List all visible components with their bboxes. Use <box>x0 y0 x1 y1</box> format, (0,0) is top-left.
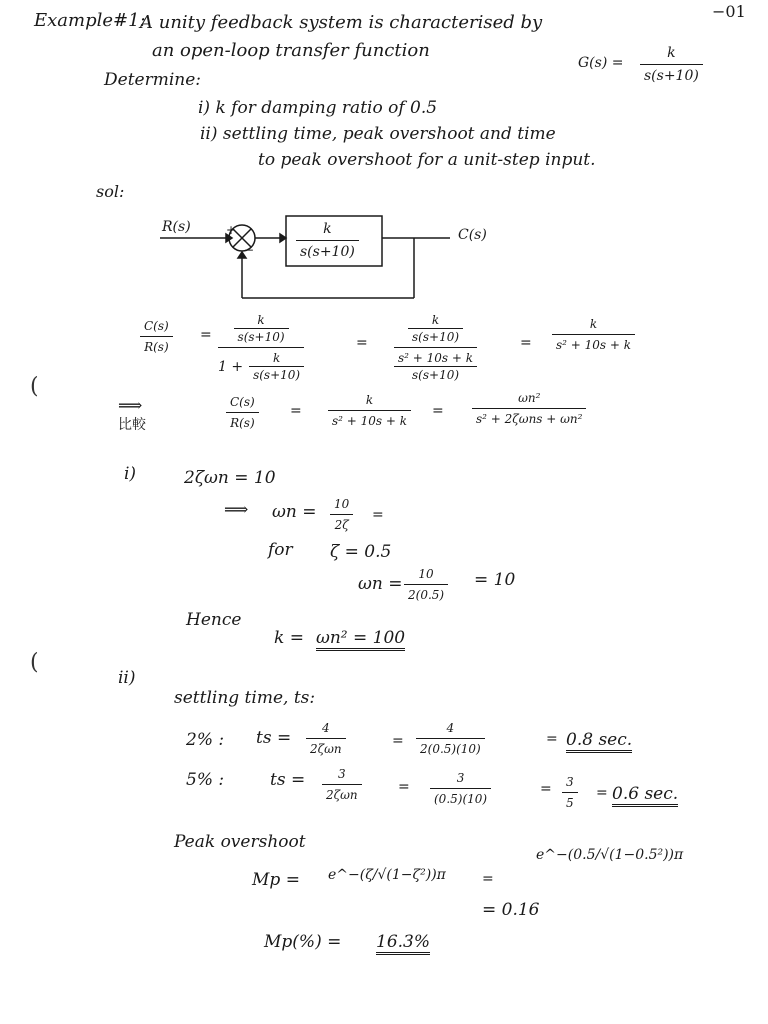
page-number: −01 <box>712 2 746 21</box>
wn2-num: 10 <box>418 567 434 581</box>
implies-arrow: ⟹ <box>118 396 143 416</box>
two-percent-label: 2% : <box>186 730 225 750</box>
ts5-mid2-num: 3 <box>566 775 574 789</box>
cl-f3-den: s² + 10s + k <box>556 338 632 352</box>
cl-f1-denominator <box>218 352 304 381</box>
determine-item-1: i) k for damping ratio of 0.5 <box>198 98 438 118</box>
ts-label-5pct: ts = <box>270 770 306 790</box>
wn-den: 2ζ <box>334 518 349 532</box>
block-den: s(s+10) <box>300 244 355 260</box>
peak-overshoot-title: Peak overshoot <box>174 832 306 852</box>
tf-denominator: s(s+10) <box>644 68 699 84</box>
cl-f1-numerator <box>234 314 289 343</box>
fraction-bar <box>472 408 586 409</box>
equals: = <box>482 871 494 887</box>
cl-f1-den-num: k <box>272 351 281 365</box>
fraction-bar <box>408 328 463 329</box>
equals: = <box>432 403 444 419</box>
fraction-bar <box>394 347 477 348</box>
fraction-bar <box>322 784 362 785</box>
cl-f1-den-frac <box>249 352 304 381</box>
cl-f2-numerator <box>408 314 463 343</box>
tf-lhs: G(s) = <box>578 55 624 71</box>
sf-f2-den: s² + 2ζωns + ωn² <box>476 412 583 426</box>
determine-item-2-cont: to peak overshoot for a unit-step input. <box>258 150 596 170</box>
solution-label: sol: <box>96 182 125 201</box>
ts-label-2pct: ts = <box>256 728 292 748</box>
wn-fraction <box>330 498 353 531</box>
determine-label: Determine: <box>104 70 202 90</box>
ts2-num: 4 <box>322 721 330 735</box>
ts5-den: 2ζωn <box>326 788 358 802</box>
cl-fraction-1 <box>218 314 304 381</box>
equals: = <box>540 781 552 797</box>
fraction-bar <box>394 366 477 367</box>
ts5-mid-num: 3 <box>456 771 465 785</box>
ts5-mid2-fraction <box>562 776 578 809</box>
zeta-value: ζ = 0.5 <box>330 542 392 562</box>
mp-expression-1: e^−(ζ/√(1−ζ²))π <box>328 867 446 883</box>
cl-f2-denominator <box>394 352 477 381</box>
ts2-den: 2ζωn <box>310 742 342 756</box>
ts5-num: 3 <box>338 767 346 781</box>
part-i-eq1: 2ζωn = 10 <box>184 468 276 488</box>
wn2-fraction <box>404 568 448 601</box>
determine-item-2: ii) settling time, peak overshoot and time <box>200 124 556 144</box>
mp-label: Mp = <box>252 870 300 890</box>
sf-lhs <box>226 396 259 429</box>
wn2-den: 2(0.5) <box>408 588 445 602</box>
equals: = <box>520 335 532 351</box>
cl-f1-den-one: 1 + <box>218 358 244 375</box>
problem-line-1: A unity feedback system is characterised by <box>140 12 543 33</box>
settling-title: settling time, ts: <box>174 688 316 708</box>
ts2-mid-num: 4 <box>446 721 455 735</box>
tf-numerator: k <box>667 45 676 61</box>
ts2-fraction <box>306 722 346 755</box>
cl-f2-num: k <box>431 313 440 327</box>
fraction-bar <box>562 792 578 793</box>
cl-fraction-3 <box>552 318 635 351</box>
equals: = <box>200 327 212 343</box>
five-percent-label: 5% : <box>186 770 225 790</box>
compare-note: 比較 <box>118 417 146 433</box>
implies-arrow: ⟹ <box>224 500 249 520</box>
sf-f1-num: k <box>365 393 374 407</box>
diagram-output-label: C(s) <box>458 227 487 243</box>
cl-fraction-2 <box>394 314 477 381</box>
cl-f1-num: k <box>257 313 265 327</box>
fraction-bar <box>330 514 353 515</box>
fraction-bar <box>552 334 635 335</box>
ts5-fraction <box>322 768 362 801</box>
cl-f2-den: s² + 10s + k <box>398 351 474 365</box>
equals: = <box>356 335 368 351</box>
cl-f3-num: k <box>589 317 598 331</box>
wn-num: 10 <box>334 497 350 511</box>
fraction-bar <box>296 240 359 241</box>
wn-label: ωn = <box>272 502 317 522</box>
sum-minus: − <box>244 243 255 257</box>
block-arrow <box>280 234 286 242</box>
ts5-mid-den: (0.5)(10) <box>434 792 488 806</box>
diagram-input-label: R(s) <box>162 219 191 235</box>
equals: = <box>596 785 608 801</box>
ts2-mid-den: 2(0.5)(10) <box>420 742 481 756</box>
fraction-bar <box>404 584 448 585</box>
fraction-bar <box>430 788 491 789</box>
wn2-label: ωn = <box>358 574 403 594</box>
cl-lhs-num: C(s) <box>144 319 169 333</box>
fraction-bar <box>416 738 485 739</box>
margin-mark: ( <box>30 374 39 399</box>
mp-percent-value: 16.3% <box>376 934 430 955</box>
cl-f2-den-den: s(s+10) <box>412 368 460 382</box>
wn-tail: = <box>372 507 384 523</box>
cl-lhs <box>140 320 173 353</box>
k-result: ωn² = 100 <box>316 630 405 651</box>
sf-fraction-1 <box>328 394 411 427</box>
cl-f2-num-den: s(s+10) <box>412 330 460 344</box>
cl-f1-num-den: s(s+10) <box>237 330 285 344</box>
margin-mark: ( <box>30 650 39 675</box>
sf-lhs-den: R(s) <box>230 416 255 430</box>
sf-lhs-num: C(s) <box>230 395 255 409</box>
sf-f2-num: ωn² <box>518 391 541 405</box>
fraction-bar <box>140 336 173 337</box>
mp-value: = 0.16 <box>482 900 540 920</box>
for-label: for <box>268 540 293 560</box>
equals: = <box>398 779 410 795</box>
fraction-bar <box>306 738 346 739</box>
cl-lhs-den: R(s) <box>144 340 169 354</box>
part-ii-label: ii) <box>118 668 136 688</box>
sf-f1-den: s² + 10s + k <box>332 414 408 428</box>
problem-line-2: an open-loop transfer function <box>152 40 430 61</box>
part-i-label: i) <box>124 464 137 484</box>
fraction-bar <box>218 347 304 348</box>
ts5-result: 0.6 sec. <box>612 786 678 807</box>
mp-percent-label: Mp(%) = <box>264 932 342 952</box>
sf-fraction-2 <box>472 392 586 425</box>
equals: = <box>290 403 302 419</box>
equals: = <box>392 733 404 749</box>
fraction-bar <box>249 366 304 367</box>
equals: = <box>546 731 558 747</box>
example-heading: Example#1: <box>34 10 146 31</box>
fraction-bar <box>328 410 411 411</box>
ts2-mid-fraction <box>416 722 485 755</box>
ts5-mid-fraction <box>430 772 491 805</box>
ts5-mid2-den: 5 <box>566 796 574 810</box>
hence-label: Hence <box>186 610 242 630</box>
k-result-lhs: k = <box>274 628 304 648</box>
cl-f1-den-den: s(s+10) <box>253 368 301 382</box>
block-transfer-function <box>296 222 359 259</box>
wn2-result: = 10 <box>474 570 516 590</box>
block-num: k <box>323 221 332 237</box>
sum-plus: + <box>226 223 237 237</box>
ts2-result: 0.8 sec. <box>566 732 632 753</box>
fraction-bar <box>226 412 259 413</box>
mp-expression-2: e^−(0.5/√(1−0.5²))π <box>536 847 684 863</box>
fraction-bar <box>234 328 289 329</box>
